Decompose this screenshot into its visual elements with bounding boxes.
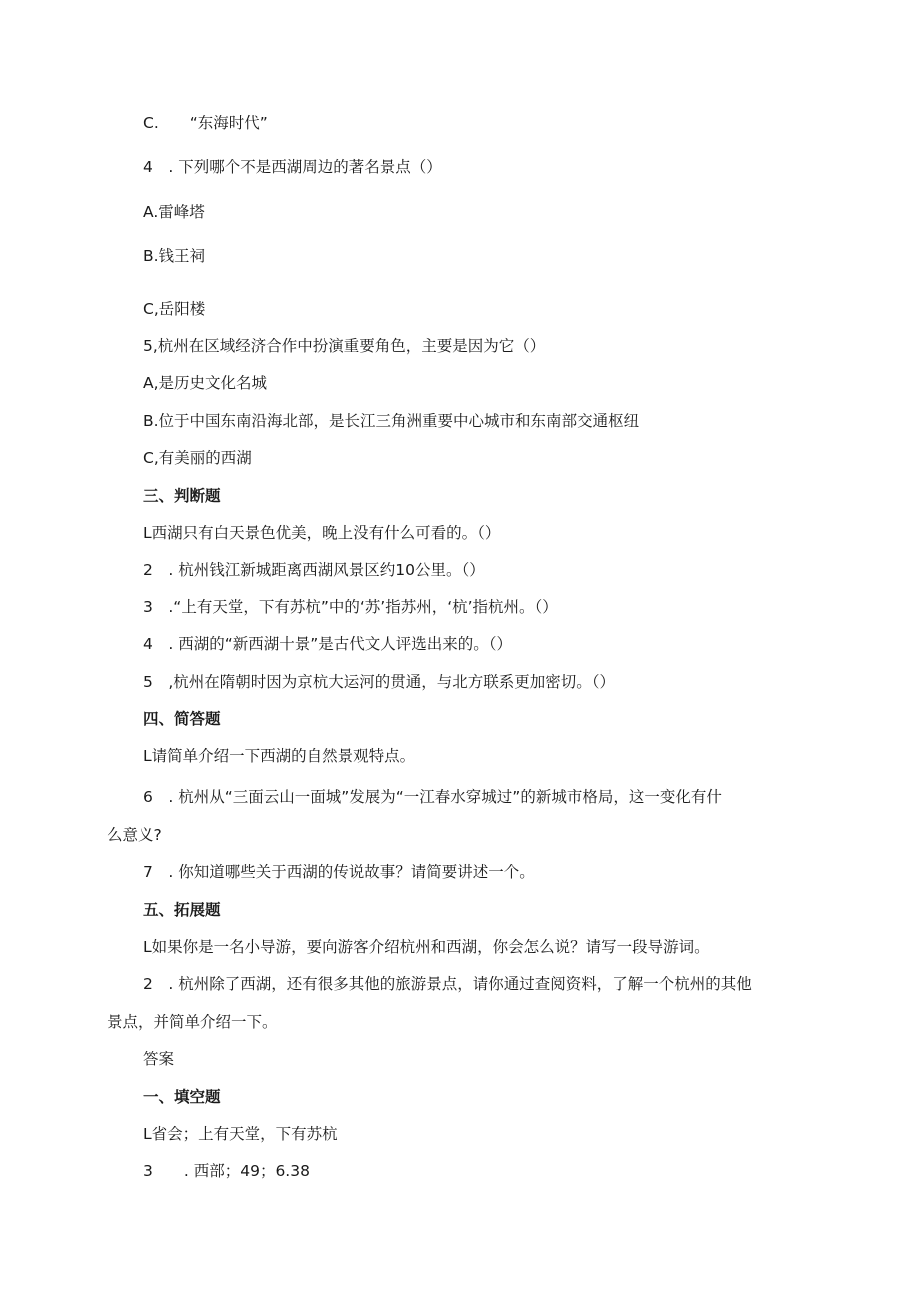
answer-1: L省会；上有天堂，下有苏杭 [143,1125,338,1143]
question-4: 4 . 下列哪个不是西湖周边的著名景点（） [143,158,442,176]
judgment-5: 5 ,杭州在隋朝时因为京杭大运河的贯通，与北方联系更加密切。（） [143,673,616,691]
extension-2-continued: 景点，并简单介绍一下。 [107,1013,278,1031]
extension-2: 2 . 杭州除了西湖，还有很多其他的旅游景点，请你通过查阅资料，了解一个杭州的其他 [143,975,752,993]
judgment-2: 2 . 杭州钱江新城距离西湖风景区约10公里。（） [143,561,485,579]
option-c-yueyang: C,岳阳楼 [143,300,206,318]
option-a-history: A,是历史文化名城 [143,374,268,392]
judgment-1: L西湖只有白天景色优美，晚上没有什么可看的。（） [143,524,501,542]
short-answer-7: 7 . 你知道哪些关于西湖的传说故事？请简要讲述一个。 [143,863,535,881]
option-c-beautiful: C,有美丽的西湖 [143,449,252,467]
answers-section-fill-blank: 一、填空题 [143,1088,221,1106]
option-b-qianwang: B.钱王祠 [143,247,206,265]
judgment-4: 4 . 西湖的“新西湖十景”是古代文人评选出来的。（） [143,635,513,653]
judgment-3: 3 .“上有天堂，下有苏杭”中的‘苏’指苏州，‘杭’指杭州。（） [143,598,558,616]
option-a-leifeng: A.雷峰塔 [143,203,205,221]
answers-heading: 答案 [143,1050,175,1068]
section-heading-judgment: 三、判断题 [143,487,221,505]
short-answer-6: 6 . 杭州从“三面云山一面城”发展为“一江春水穿城过”的新城市格局，这一变化有什 [143,788,722,806]
short-answer-6-continued: 么意义? [107,826,162,844]
question-5: 5,杭州在区域经济合作中扮演重要角色，主要是因为它（） [143,337,546,355]
answer-3: 3 . 西部；49；6.38 [143,1162,310,1180]
extension-1: L如果你是一名小导游，要向游客介绍杭州和西湖，你会怎么说？请写一段导游词。 [143,938,710,956]
section-heading-extension: 五、拓展题 [143,901,221,919]
option-b-location: B.位于中国东南沿海北部，是长江三角洲重要中心城市和东南部交通枢纽 [143,412,640,430]
short-answer-1: L请简单介绍一下西湖的自然景观特点。 [143,747,416,765]
section-heading-short-answer: 四、简答题 [143,710,221,728]
option-c-donghai: C. “东海时代” [143,114,268,132]
